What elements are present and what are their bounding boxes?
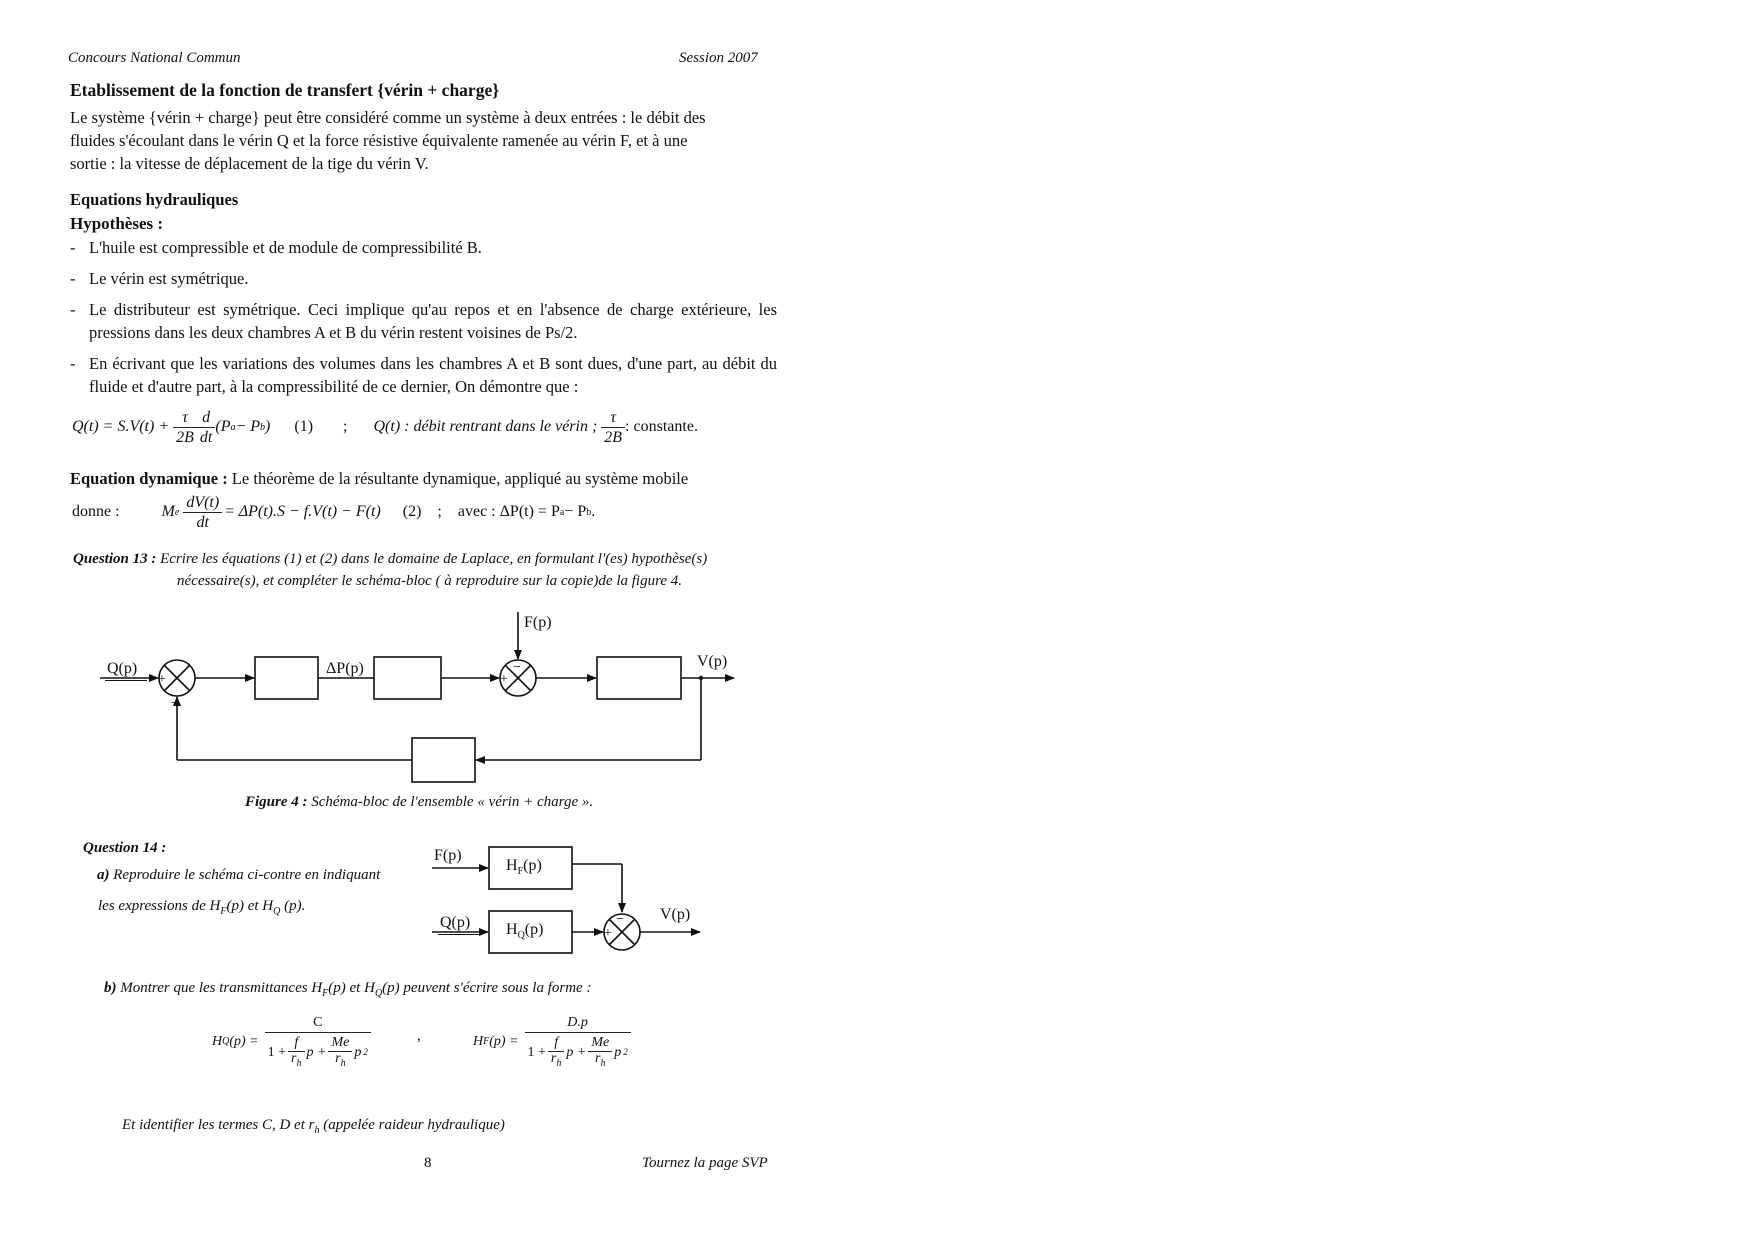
q14-hf-sub: F — [517, 866, 524, 878]
hypothesis-text: L'huile est compressible et de module de compressibilité B. — [89, 238, 482, 257]
dynamic-donne: donne : — [72, 503, 120, 520]
hq-den-me-frac — [328, 1035, 352, 1071]
fig4-minus-2: − — [513, 660, 521, 675]
hf-den-f: f — [548, 1035, 564, 1052]
hf-lhs-end: (p) = — [489, 1033, 519, 1049]
q14-hf-end: (p) — [523, 857, 542, 874]
eq1-d-den: dt — [199, 428, 213, 446]
eq1-separator: ; — [343, 418, 348, 435]
hq-lhs-end: (p) = — [229, 1033, 259, 1049]
hf-lhs-sub: F — [483, 1036, 490, 1048]
q14-q-label: Q(p) — [440, 914, 471, 931]
eq2-me-sub: e — [174, 506, 180, 518]
q14-hf-h: H — [506, 857, 518, 874]
hq-denominator — [265, 1033, 371, 1071]
hf-numerator: D.p — [525, 1013, 631, 1033]
hypothesis-text: En écrivant que les variations des volumes dans les chambres A et B sont dues, d'une part, au débit du fluide et d'autre part, à la compressibilité de ce dernier, On démontre que : — [89, 354, 777, 396]
dynamic-title: Equation dynamique : — [70, 469, 228, 488]
hq-den-rh2: r — [335, 1051, 341, 1066]
hq-den-sq: 2 — [363, 1047, 368, 1058]
section-title: Etablissement de la fonction de transfert {vérin + charge} — [70, 80, 500, 100]
hq-den-me: Me — [328, 1035, 352, 1052]
hypothesis-text: Le vérin est symétrique. — [89, 269, 249, 288]
q14-hq-h: H — [506, 921, 518, 938]
turn-page-note: Tournez la page SVP — [642, 1155, 768, 1171]
eq2-frac-num: dV(t) — [183, 493, 222, 513]
eq2-rhs: = ΔP(t).S − f.V(t) − F(t) — [224, 503, 381, 520]
q14-b-label: b) — [104, 980, 117, 996]
eq1-minus: − P — [235, 418, 261, 435]
q14-plus: + — [604, 926, 612, 941]
figure-4-caption-text: Schéma-bloc de l'ensemble « vérin + charge ». — [307, 794, 594, 810]
q14-b-text: Montrer que les transmittances H — [116, 980, 323, 996]
hf-den-me: Me — [588, 1035, 612, 1052]
hq-numerator: C — [265, 1013, 371, 1033]
hypothesis-bullet: - Le vérin est symétrique. — [70, 267, 777, 290]
q14-hq-label — [506, 921, 543, 941]
fig4-output-label: V(p) — [697, 653, 728, 670]
intro-line-1: Le système {vérin + charge} peut être considéré comme un système à deux entrées : le débit des — [70, 108, 706, 127]
intro-line-3: sortie : la vitesse de déplacement de la tige du vérin V. — [70, 154, 429, 173]
eq2-me: M — [161, 503, 175, 520]
eq1-frac-den: 2B — [176, 428, 194, 446]
eq1-tau-den: 2B — [604, 428, 623, 446]
q14-b-mid: (p) et H — [328, 980, 375, 996]
q14-b-end: (p) peuvent s'écrire sous la forme : — [382, 980, 592, 996]
q14-minus: − — [616, 912, 624, 927]
eq1-paren: (P — [215, 418, 231, 435]
q14-a-f-sub: F — [220, 906, 227, 917]
q14-f-label: F(p) — [434, 847, 462, 864]
hf-den-sq: 2 — [623, 1047, 628, 1058]
hf-den-f-frac — [548, 1035, 564, 1071]
hf-lhs: H — [473, 1033, 484, 1049]
hq-den-one: 1 + — [267, 1045, 287, 1061]
fig4-force-label: F(p) — [524, 614, 552, 631]
fig4-minus-1: − — [171, 696, 179, 711]
intro-line-2: fluides s'écoulant dans le vérin Q et la force résistive équivalente ramenée au vérin F, et à une — [70, 131, 688, 150]
eq2-avec-end: . — [591, 503, 596, 520]
hypothesis-text: Le distributeur est symétrique. Ceci implique qu'au repos et en l'absence de charge extérieure, les pressions dans les deux chambres A et B du vérin restent voisines de Ps/2. — [89, 300, 777, 342]
eq2-avec-b: b — [586, 506, 592, 518]
q14-q-underline — [438, 934, 480, 935]
question-13-label: Question 13 : — [73, 551, 157, 567]
hf-fraction — [525, 1013, 631, 1071]
hf-den-rh-sub: h — [556, 1057, 562, 1069]
hf-formula — [473, 1013, 631, 1071]
dynamic-text: Le théorème de la résultante dynamique, appliqué au système mobile — [231, 469, 689, 488]
q14-hq-end: (p) — [524, 921, 544, 938]
hf-den-me-frac — [588, 1035, 612, 1071]
hypothesis-bullet: - En écrivant que les variations des volumes dans les chambres A et B sont dues, d'une part, au débit du fluide et d'autre part, à la compressibilité de ce dernier, On démontre que : — [70, 354, 777, 396]
eq1-tau-num: τ — [601, 408, 625, 428]
page-number: 8 — [424, 1155, 432, 1171]
hq-den-f: f — [288, 1035, 304, 1052]
hq-den-rh-sub: h — [296, 1057, 302, 1069]
q14-output-label: V(p) — [660, 906, 691, 923]
eq1-label: (1) — [294, 418, 314, 435]
hf-den-rh2-sub: h — [600, 1057, 606, 1069]
eq2-frac-den: dt — [196, 513, 209, 531]
eq2-label: (2) — [402, 503, 422, 520]
eq2-avec: avec : ΔP(t) = P — [457, 503, 560, 520]
hf-den-rh2: r — [595, 1051, 601, 1066]
question-13-text-1: Ecrire les équations (1) et (2) dans le domaine de Laplace, en formulant l'(es) hypothèse(s) — [160, 551, 708, 567]
identify-sub: h — [314, 1125, 320, 1136]
hf-den-one: 1 + — [527, 1045, 546, 1061]
header-left: Concours National Commun — [68, 50, 241, 66]
q14-hq-sub: Q — [517, 930, 525, 942]
fig4-plus-2: + — [500, 672, 508, 687]
q14-a-end: (p). — [280, 898, 306, 914]
header-right: Session 2007 — [679, 50, 758, 66]
hf-den-p: p + — [566, 1045, 587, 1061]
hypothesis-bullet: - L'huile est compressible et de module de compressibilité B. — [70, 236, 777, 259]
formula-comma: , — [417, 1028, 421, 1044]
identify-end: (appelée raideur hydraulique) — [319, 1117, 505, 1133]
hypothesis-bullet: - Le distributeur est symétrique. Ceci implique qu'au repos et en l'absence de charge extérieure, les pressions dans les deux chambres A et B du vérin restent voisines de Ps/2. — [70, 300, 777, 342]
fig4-plus-1: + — [158, 672, 166, 687]
eq2-avec-a: a — [559, 506, 565, 518]
eq1-tau-desc: : constante. — [625, 418, 698, 435]
fig4-input-label: Q(p) — [107, 660, 138, 677]
eq2-separator: ; — [437, 503, 442, 520]
eq1-lhs: Q(t) = S.V(t) + — [72, 418, 170, 435]
hq-den-p2: p — [354, 1045, 362, 1061]
figure-4-caption-label: Figure 4 : — [245, 794, 308, 810]
eq1-frac-num: τ — [173, 408, 197, 428]
hq-den-rh2-sub: h — [340, 1057, 346, 1069]
q14-b-f-sub: F — [322, 988, 329, 999]
question-14-b-line — [104, 980, 591, 999]
q14-hf-label — [506, 857, 542, 877]
hypotheses-title: Hypothèses : — [70, 214, 164, 233]
hf-den-rh: r — [550, 1051, 557, 1066]
q14-a-mid: (p) et H — [226, 898, 274, 914]
hq-den-p: p + — [306, 1045, 327, 1061]
question-14-a-label: a) — [97, 867, 110, 883]
eq1-description: Q(t) : débit rentrant dans le vérin ; — [373, 418, 598, 435]
q14-b-q-sub: Q — [374, 988, 383, 999]
question-14-label: Question 14 : — [83, 840, 167, 856]
q14-a-text-2: les expressions de H — [98, 898, 221, 914]
identify-text: Et identifier les termes C, D et r — [122, 1117, 315, 1133]
hydraulic-title: Equations hydrauliques — [70, 190, 239, 209]
hf-den-p2: p — [614, 1045, 622, 1061]
hq-fraction — [265, 1013, 371, 1071]
question-13-line-2: nécessaire(s), et compléter le schéma-bloc ( à reproduire sur la copie)de la figure 4. — [177, 573, 683, 589]
hq-lhs: H — [212, 1033, 223, 1049]
hf-denominator — [525, 1033, 631, 1071]
identify-line — [122, 1117, 505, 1136]
eq1-close: ) — [265, 418, 271, 435]
hq-formula — [212, 1013, 371, 1071]
hq-lhs-sub: Q — [222, 1036, 230, 1048]
eq1-pa-sub: a — [230, 421, 236, 433]
hq-den-rh: r — [291, 1051, 297, 1066]
fig4-dp-label: ΔP(p) — [326, 660, 364, 677]
eq1-d-num: d — [197, 408, 215, 428]
eq1-pb-sub: b — [260, 421, 266, 433]
eq2-avec-mid: − P — [564, 503, 587, 520]
question-14-a-text: Reproduire le schéma ci-contre en indiquant — [109, 867, 381, 883]
hq-den-f-frac — [288, 1035, 304, 1071]
q14-a-q-sub: Q — [273, 906, 281, 917]
